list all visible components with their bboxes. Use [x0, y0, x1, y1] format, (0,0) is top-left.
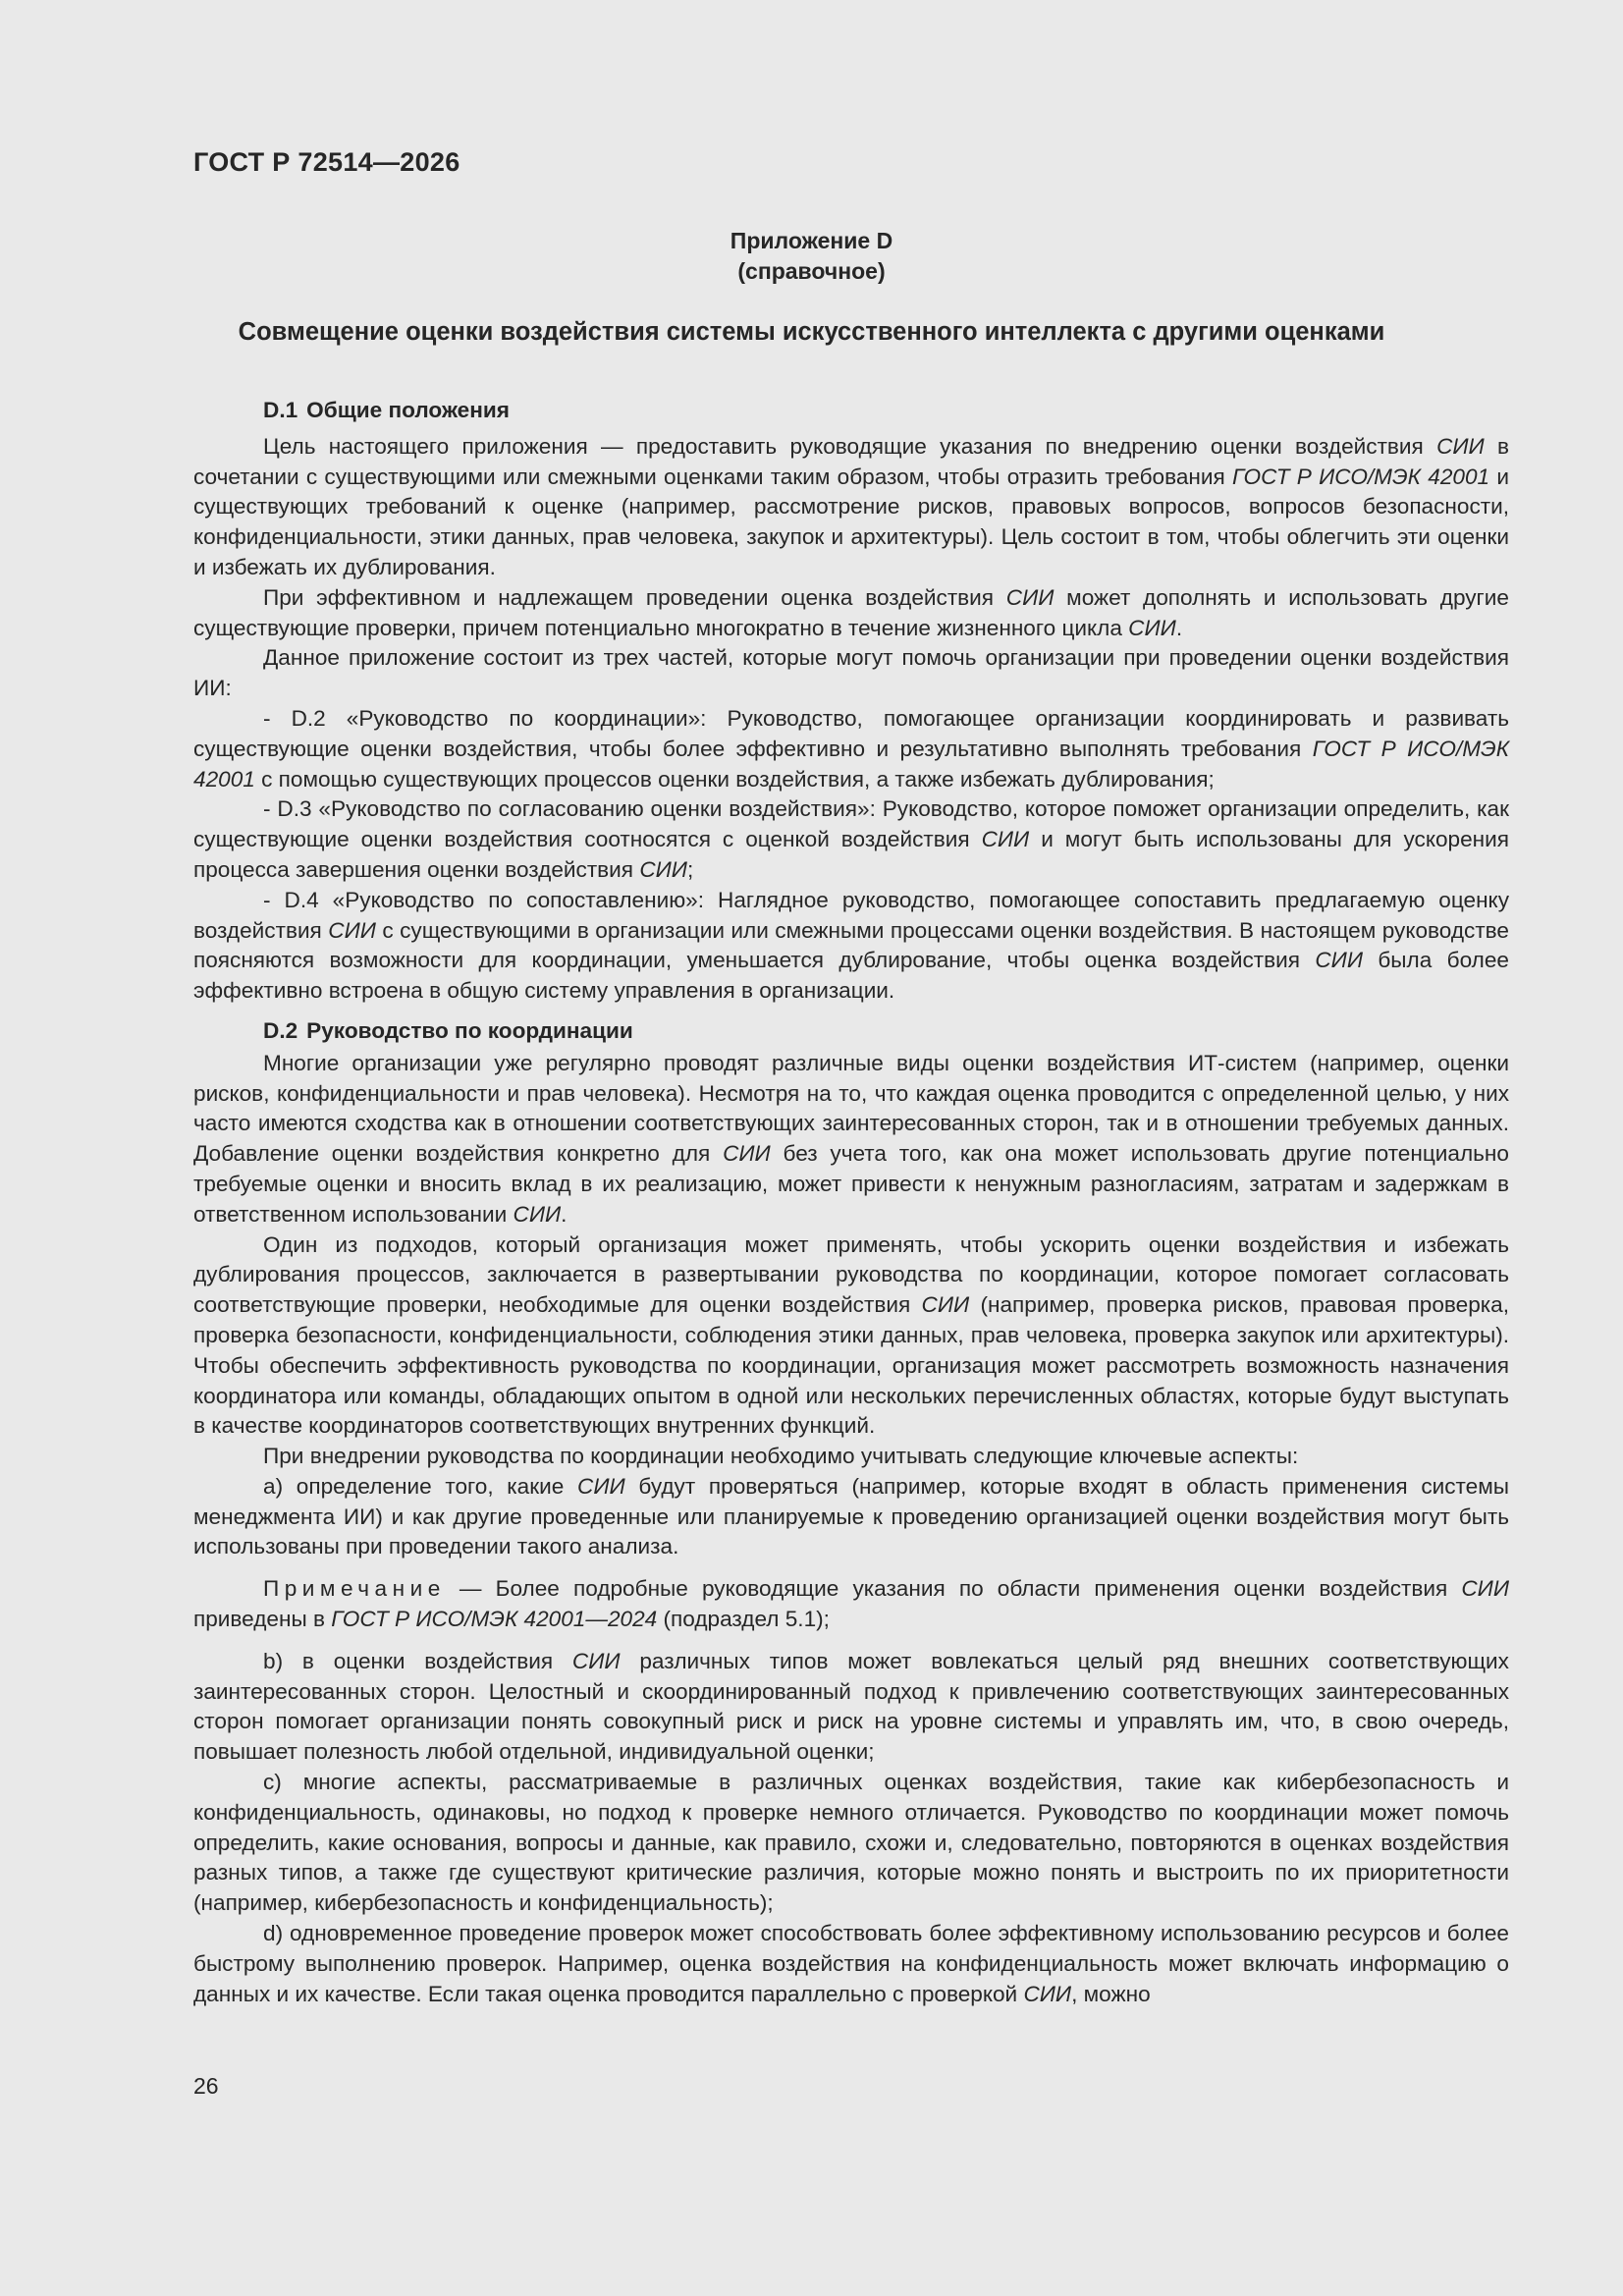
list-item: b) в оценки воздействия СИИ различных типов может вовлекаться целый ряд внешних соответствующих заинтересованных сторон. Целостный и скоординированный подход к привлечению соответствующих заинтересованных сторон помогает организации понять совокупный риск и риск на уровне системы и управлять им, что, в свою очередь, повышает полезность любой отдельной, индивидуальной оценки; — [193, 1648, 1509, 1765]
list-item: d) одновременное проведение проверок может способствовать более эффективному использованию ресурсов и более быстрому выполнению проверок. Например, оценка воздействия на конфиденциальность может включать информацию о данных и их качестве. Если такая оценка проводится параллельно с проверкой СИИ, можно — [193, 1921, 1509, 2006]
list-item: c) многие аспекты, рассматриваемые в различных оценках воздействия, такие как кибербезопасность и конфиденциальность, одинаковы, но подход к проверке немного отличается. Руководство по координации может помочь определить, какие основания, вопросы и данные, как правило, схожи и, следовательно, повторяются в оценках воздействия разных типов, а также где существуют критические различия, которые можно понять и выстроить по их приоритетности (например, кибербезопасность и конфиденциальность); — [193, 1770, 1509, 1916]
paragraph: При внедрении руководства по координации необходимо учитывать следующие ключевые аспекты: — [263, 1444, 1299, 1469]
section-title: Руководство по координации — [306, 1017, 633, 1043]
paragraph: Многие организации уже регулярно проводят различные виды оценки воздействия ИТ-систем (например, оценки рисков, конфиденциальности и прав человека). Несмотря на то, что каждая оценка проводится с определенной целью, у них часто имеются сходства как в отношении соответствующих заинтересованных сторон, так и в отношении требуемых данных. Добавление оценки воздействия конкретно для СИИ без учета того, как она может использовать другие потенциально требуемые оценки и вносить вклад в их реализацию, может привести к ненужным разногласиям, затратам и задержкам в ответственном использовании СИИ. — [193, 1050, 1509, 1227]
section-heading-d1 — [193, 396, 1509, 426]
paragraph: Один из подходов, который организация может применять, чтобы ускорить оценки воздействия и избежать дублирования процессов, заключается в развертывании руководства по координации, которое помогает согласовать соответствующие проверки, необходимые для оценки воздействия СИИ (например, проверка рисков, правовая проверка, проверка безопасности, конфиденциальности, соблюдения этики данных, прав человека, проверка закупок или архитектуры). Чтобы обеспечить эффективность руководства по координации, организация может рассмотреть возможность назначения координатора или команды, обладающих опытом в одной или нескольких перечисленных областях, которые будут выступать в качестве координаторов соответствующих внутренних функций. — [193, 1231, 1509, 1439]
document-body — [193, 396, 1509, 2009]
note-label: Примечание — [263, 1576, 446, 1602]
section-number: D.1 — [263, 398, 298, 422]
standard-header: ГОСТ Р 72514—2026 — [193, 147, 460, 177]
paragraph: Цель настоящего приложения — предоставить руководящие указания по внедрению оценки воздействия СИИ в сочетании с существующими или смежными оценками таким образом, чтобы отразить требования ГОСТ Р ИСО/МЭК 42001 и существующих требований к оценке (например, рассмотрение рисков, правовых вопросов, вопросов безопасности, конфиденциальности, этики данных, прав человека, закупок и архитектуры). Цель состоит в том, чтобы облегчить эти оценки и избежать их дублирования. — [193, 433, 1510, 579]
annex-title: Приложение D — [730, 228, 893, 253]
section-number: D.2 — [263, 1017, 298, 1043]
list-item: - D.4 «Руководство по сопоставлению»: Наглядное руководство, помогающее сопоставить предлагаемую оценку воздействия СИИ с существующими в организации или смежными процессами оценки воздействия. В настоящем руководстве поясняются возможности для координации, уменьшается дублирование, чтобы оценка воздействия СИИ была более эффективно встроена в общую систему управления в организации. — [193, 887, 1509, 1004]
page-number: 26 — [193, 2073, 219, 2099]
list-item: - D.2 «Руководство по координации»: Руководство, помогающее организации координировать и развивать существующие оценки воздействия, чтобы более эффективно и результативно выполнять требования ГОСТ Р ИСО/МЭК 42001 с помощью существующих процессов оценки воздействия, а также избежать дублирования; — [193, 705, 1510, 792]
annex-main-title: Совмещение оценки воздействия системы искусственного интеллекта с другими оценками — [238, 318, 1385, 346]
paragraph: При эффективном и надлежащем проведении оценка воздействия СИИ может дополнять и использовать другие существующие проверки, причем потенциально многократно в течение жизненного цикла СИИ. — [193, 584, 1509, 640]
note: Примечание — Более подробные руководящие указания по области применения оценки воздействия СИИ приведены в ГОСТ Р ИСО/МЭК 42001—2024 (подраздел 5.1); — [193, 1576, 1509, 1632]
list-item: - D.3 «Руководство по согласованию оценки воздействия»: Руководство, которое поможет организации определить, как существующие оценки воздействия соотносятся с оценкой воздействия СИИ и могут быть использованы для ускорения процесса завершения оценки воздействия СИИ; — [193, 796, 1509, 882]
annex-kind: (справочное) — [737, 258, 886, 284]
section-heading-d2 — [193, 1016, 1509, 1047]
list-item: a) определение того, какие СИИ будут проверяться (например, которые входят в область применения системы менеджмента ИИ) и как другие проведенные или планируемые к проведению организацией оценки воздействия могут быть использованы при проведении такого анализа. — [193, 1473, 1509, 1559]
section-title: Общие положения — [306, 398, 510, 422]
annex-heading — [0, 226, 1623, 287]
paragraph: Данное приложение состоит из трех частей, которые могут помочь организации при проведении оценки воздействия ИИ: — [193, 645, 1509, 701]
